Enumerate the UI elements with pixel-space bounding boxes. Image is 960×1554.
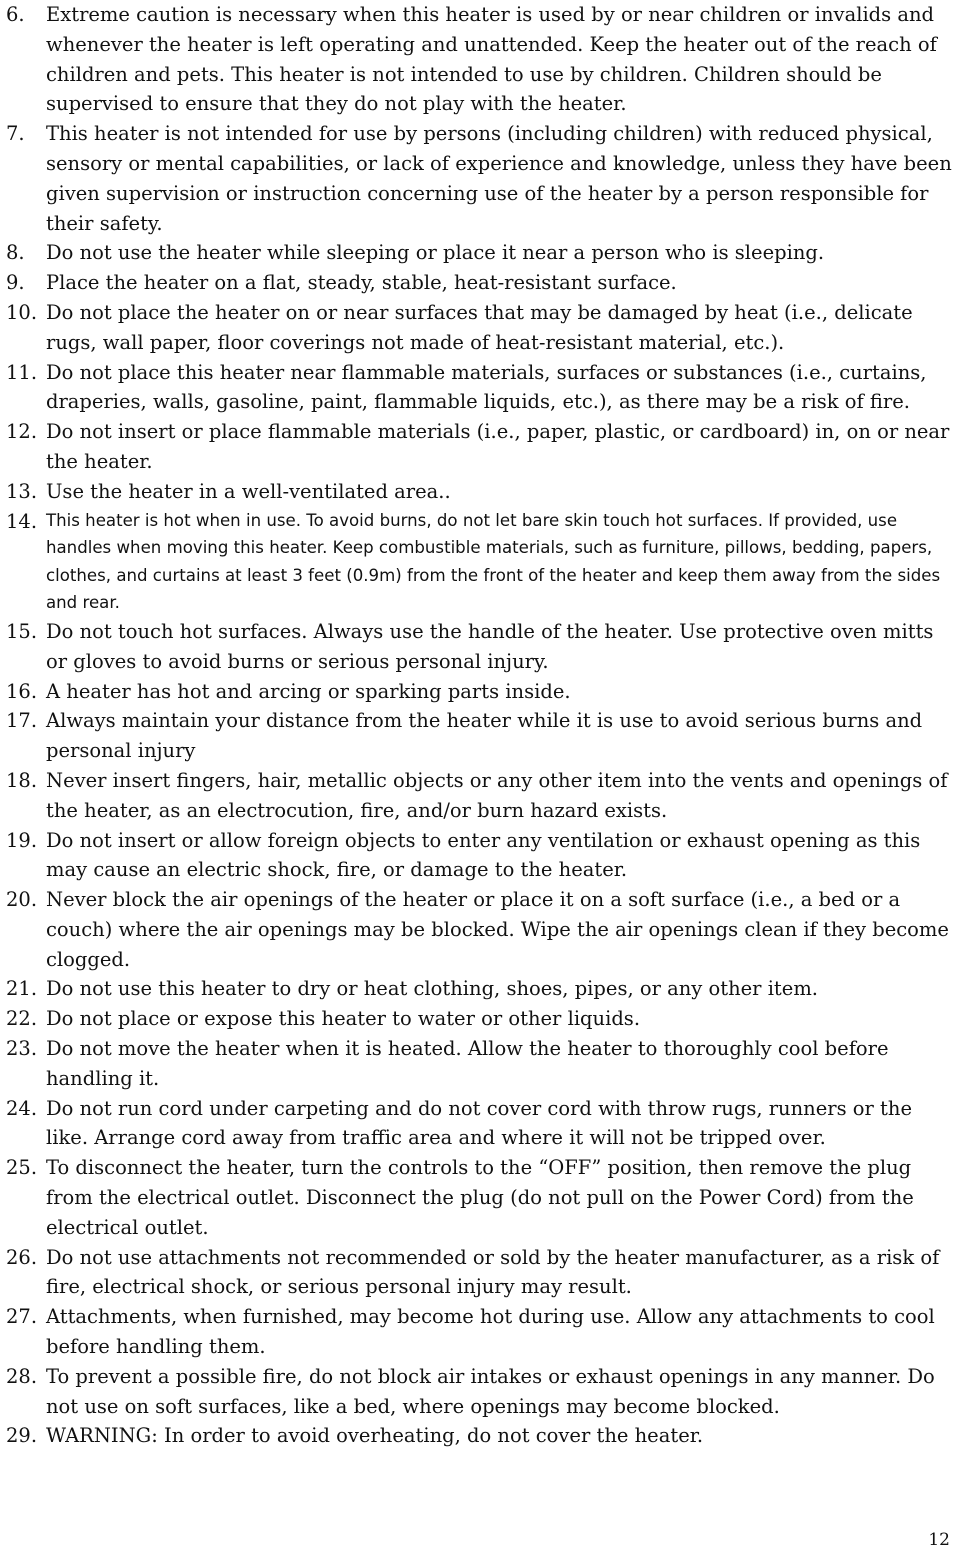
list-item — [6, 1153, 956, 1242]
item-text: Do not move the heater when it is heated. Allow the heater to thoroughly cool before handling it. — [46, 1037, 889, 1090]
list-item — [6, 477, 956, 507]
list-item — [6, 1362, 956, 1422]
list-item — [6, 1094, 956, 1154]
item-number: 18. — [6, 768, 38, 792]
item-number: 14. — [6, 509, 38, 533]
item-number: 15. — [6, 619, 38, 643]
item-text: Do not use the heater while sleeping or place it near a person who is sleeping. — [46, 241, 825, 265]
item-text: To disconnect the heater, turn the controls to the “OFF” position, then remove the plug from the electrical outlet. Disconnect the plug (do not pull on the Power Cord) from the electrical outlet. — [46, 1156, 914, 1239]
list-item — [6, 1243, 956, 1303]
item-text: Do not use this heater to dry or heat clothing, shoes, pipes, or any other item. — [46, 977, 819, 1001]
item-text: Never block the air openings of the heater or place it on a soft surface (i.e., a bed or a couch) where the air openings may be blocked. Wipe the air openings clean if they become clogged. — [46, 888, 949, 971]
list-item — [6, 826, 956, 886]
item-number: 9. — [6, 271, 25, 295]
list-item — [6, 298, 956, 358]
list-item — [6, 1421, 956, 1451]
list-item — [6, 268, 956, 298]
item-number: 7. — [6, 122, 25, 146]
item-number: 6. — [6, 3, 25, 26]
item-number: 8. — [6, 241, 25, 265]
item-text: Never insert fingers, hair, metallic objects or any other item into the vents and openings of the heater, as an electrocution, fire, and/or burn hazard exists. — [46, 768, 948, 822]
list-item — [6, 706, 956, 766]
safety-instructions-list — [6, 0, 956, 1451]
item-number: 25. — [6, 1156, 38, 1180]
page-number: 12 — [928, 1530, 950, 1550]
item-number: 10. — [6, 300, 38, 324]
item-text: This heater is not intended for use by persons (including children) with reduced physical, sensory or mental capabilities, or lack of experience and knowledge, unless they have been given supervision or instruction concerning use of the heater by a person responsible for their safety. — [46, 122, 952, 235]
list-item — [6, 0, 956, 119]
item-text: Do not place this heater near flammable materials, surfaces or substances (i.e., curtains, draperies, walls, gasoline, paint, flammable liquids, etc.), as there may be a risk of fire. — [46, 360, 927, 414]
item-text: Attachments, when furnished, may become hot during use. Allow any attachments to cool before handling them. — [46, 1305, 935, 1359]
item-text: To prevent a possible fire, do not block air intakes or exhaust openings in any manner. Do not use on soft surfaces, like a bed, where openings may become blocked. — [46, 1364, 935, 1418]
item-text: WARNING: In order to avoid overheating, do not cover the heater. — [46, 1424, 704, 1448]
item-text: Do not run cord under carpeting and do not cover cord with throw rugs, runners or the like. Arrange cord away from traffic area and where it will not be tripped over. — [46, 1096, 912, 1150]
item-text: Do not place the heater on or near surfaces that may be damaged by heat (i.e., delicate rugs, wall paper, floor coverings not made of heat-resistant material, etc.). — [46, 300, 913, 354]
list-item — [6, 1004, 956, 1034]
list-item — [6, 677, 956, 707]
item-number: 20. — [6, 888, 38, 912]
list-item — [6, 358, 956, 418]
item-number: 26. — [6, 1245, 38, 1269]
list-item — [6, 766, 956, 826]
item-text: Do not place or expose this heater to water or other liquids. — [46, 1007, 641, 1031]
item-number: 13. — [6, 479, 38, 503]
item-number: 23. — [6, 1037, 38, 1061]
item-text: Do not insert or allow foreign objects to enter any ventilation or exhaust opening as this may cause an electric shock, fire, or damage to the heater. — [46, 828, 921, 882]
list-item — [6, 885, 956, 974]
item-number: 16. — [6, 679, 38, 703]
list-item — [6, 238, 956, 268]
list-item — [6, 1302, 956, 1362]
item-text: Use the heater in a well-ventilated area.. — [46, 479, 451, 503]
item-text: Do not use attachments not recommended or sold by the heater manufacturer, as a risk of fire, electrical shock, or serious personal injury may result. — [46, 1245, 940, 1299]
item-text: A heater has hot and arcing or sparking parts inside. — [46, 679, 571, 703]
item-text: This heater is hot when in use. To avoid burns, do not let bare skin touch hot surfaces. If provided, use handles when moving this heater. Keep combustible materials, such as furniture, pillows, bedding, papers, clothes, and curtains at least 3 feet (0.9m) from the front of the heater and keep them away from the sides and rear. — [46, 510, 941, 613]
list-item — [6, 417, 956, 477]
item-number: 27. — [6, 1305, 38, 1329]
item-number: 24. — [6, 1096, 38, 1120]
item-number: 17. — [6, 709, 38, 733]
item-number: 21. — [6, 977, 38, 1001]
list-item — [6, 1034, 956, 1094]
item-number: 22. — [6, 1007, 38, 1031]
list-item — [6, 119, 956, 238]
item-text: Do not insert or place flammable materials (i.e., paper, plastic, or cardboard) in, on or near the heater. — [46, 420, 950, 473]
item-number: 28. — [6, 1364, 38, 1388]
list-item — [6, 617, 956, 677]
item-text: Extreme caution is necessary when this heater is used by or near children or invalids and whenever the heater is left operating and unattended. Keep the heater out of the reach of children and pets. This heater is not intended to use by children. Children should be supervised to ensure that they do not play with the heater. — [46, 3, 937, 116]
list-item — [6, 507, 956, 617]
item-number: 11. — [6, 360, 38, 384]
item-text: Always maintain your distance from the heater while it is use to avoid serious burns and personal injury — [46, 709, 923, 763]
item-text: Place the heater on a flat, steady, stable, heat-resistant surface. — [46, 271, 677, 295]
list-item — [6, 974, 956, 1004]
item-number: 12. — [6, 420, 38, 444]
item-text: Do not touch hot surfaces. Always use the handle of the heater. Use protective oven mitts or gloves to avoid burns or serious personal injury. — [46, 619, 934, 673]
item-number: 29. — [6, 1424, 38, 1448]
item-number: 19. — [6, 828, 38, 852]
